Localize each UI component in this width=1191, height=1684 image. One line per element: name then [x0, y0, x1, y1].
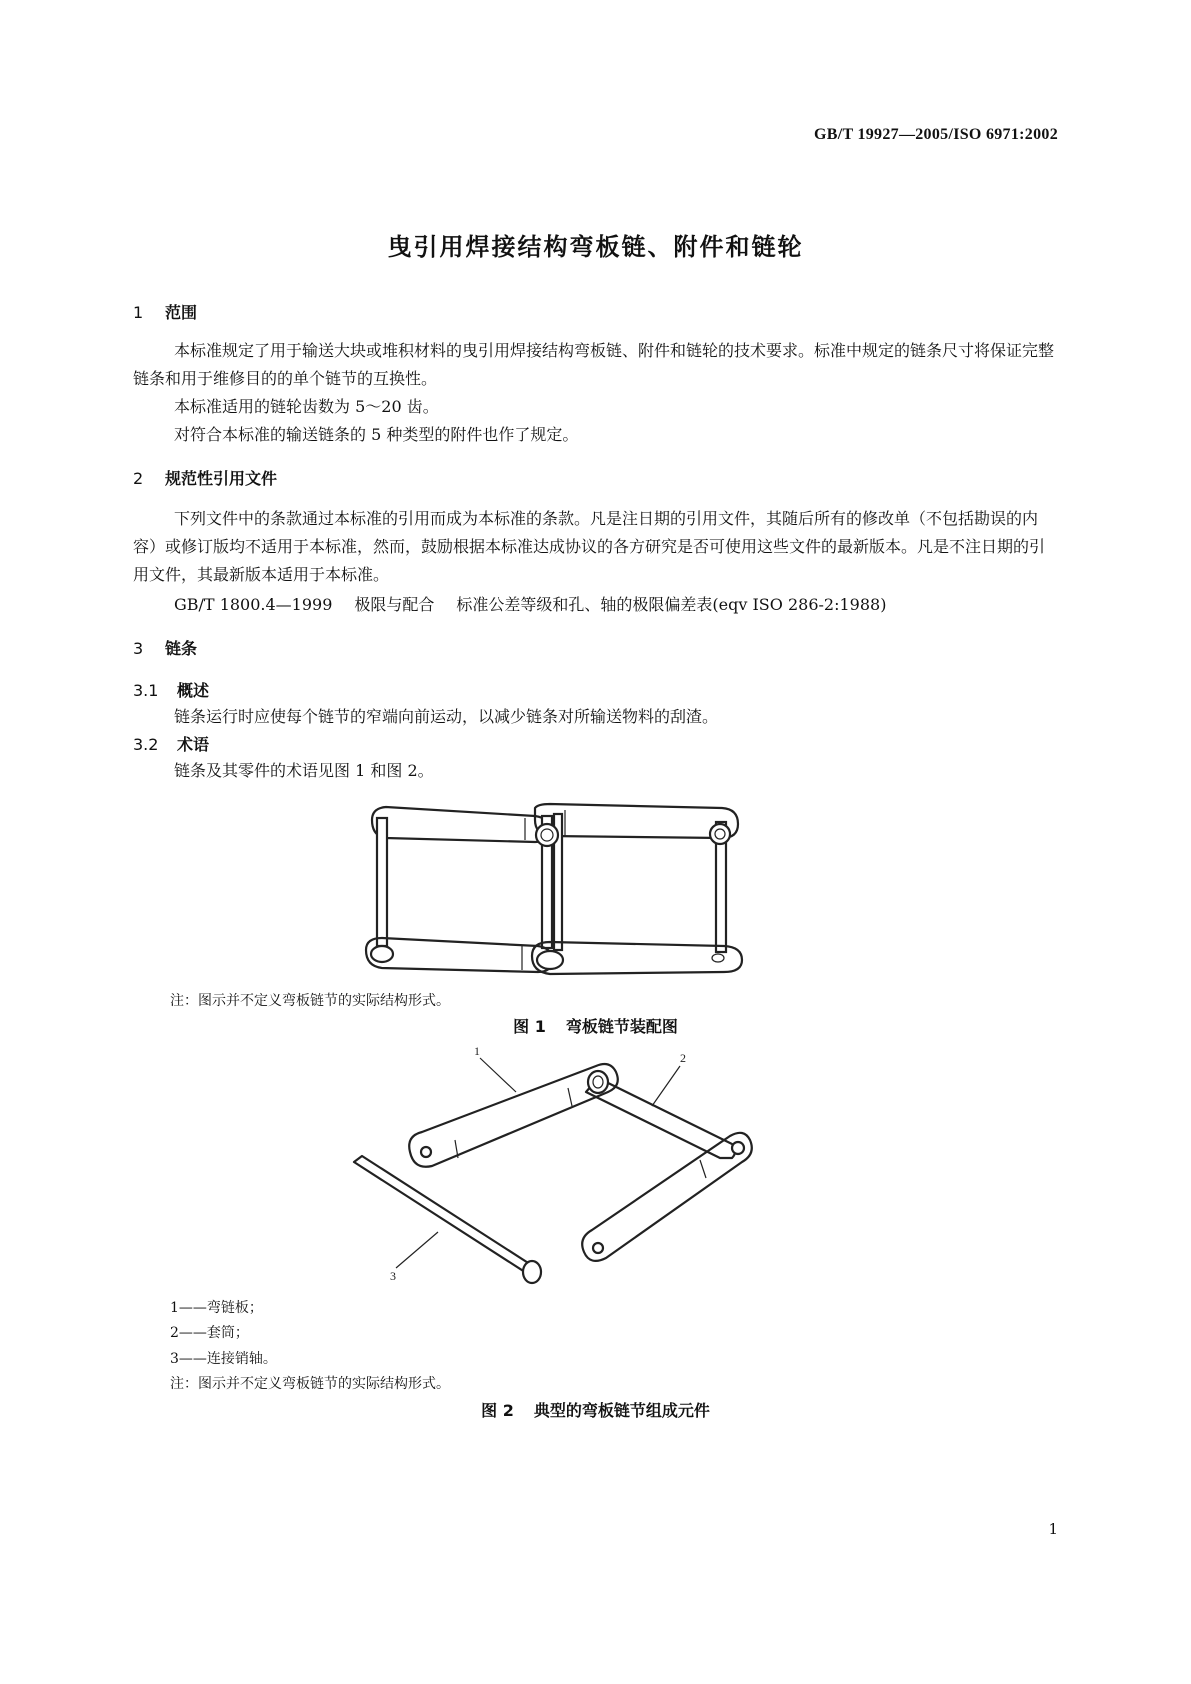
section-number: 1 [133, 303, 144, 322]
section-number: 3.2 [133, 735, 159, 754]
section-title: 链条 [165, 639, 198, 658]
section-title: 概述 [177, 681, 210, 700]
section-title: 术语 [177, 735, 210, 754]
paragraph: 下列文件中的条款通过本标准的引用而成为本标准的条款。凡是注日期的引用文件，其随后所有的修改单（不包括勘误的内容）或修订版均不适用于本标准，然而，鼓励根据本标准达成协议的各方研究是否可使用这些文件的最新版本。凡是不注日期的引用文件，其最新版本适用于本标准。 [133, 509, 1046, 584]
section-2-heading [133, 466, 277, 489]
figure-2-caption [0, 1398, 1191, 1421]
part-label-3: 3 [390, 1269, 396, 1283]
document-title: 曳引用焊接结构弯板链、附件和链轮 [387, 233, 804, 261]
section-1-heading [133, 300, 197, 323]
section-3-2-heading [133, 732, 209, 755]
part-label-1: 1 [474, 1044, 480, 1058]
section-3-1-heading [133, 678, 209, 701]
normative-reference [174, 592, 886, 615]
part-label-2: 2 [680, 1051, 686, 1065]
legend-item-3: 3——连接销轴。 [170, 1351, 277, 1367]
section-number: 2 [133, 469, 144, 488]
figure-1-drawing [360, 800, 760, 985]
section-title: 规范性引用文件 [165, 469, 278, 488]
figure-title: 典型的弯板链节组成元件 [533, 1401, 710, 1420]
page-number: 1 [1048, 1520, 1058, 1538]
reference-name: 极限与配合 [354, 595, 435, 614]
paragraph: 链条及其零件的术语见图 1 和图 2。 [174, 761, 434, 780]
legend-item-2: 2——套筒； [170, 1325, 249, 1341]
figure-2-drawing [340, 1040, 770, 1290]
paragraph: 对符合本标准的输送链条的 5 种类型的附件也作了规定。 [174, 425, 579, 444]
section-title: 范围 [165, 303, 198, 322]
section-3-heading [133, 636, 197, 659]
legend-item-1: 1——弯链板； [170, 1300, 263, 1316]
figure-number: 图 1 [513, 1017, 546, 1036]
section-number: 3.1 [133, 681, 159, 700]
figure-number: 图 2 [481, 1401, 514, 1420]
section-number: 3 [133, 639, 144, 658]
paragraph: 链条运行时应使每个链节的窄端向前运动，以减少链条对所输送物料的刮渣。 [174, 707, 719, 726]
paragraph: 本标准规定了用于输送大块或堆积材料的曳引用焊接结构弯板链、附件和链轮的技术要求。标准中规定的链条尺寸将保证完整链条和用于维修目的的单个链节的互换性。 [133, 341, 1055, 388]
reference-code: GB/T 1800.4—1999 [174, 595, 333, 614]
figure-title: 弯板链节装配图 [565, 1017, 678, 1036]
figure-1-note: 注：图示并不定义弯板链节的实际结构形式。 [170, 993, 450, 1009]
figure-1-caption [0, 1014, 1191, 1037]
paragraph: 本标准适用的链轮齿数为 5～20 齿。 [174, 397, 439, 416]
standard-code: GB/T 19927—2005/ISO 6971:2002 [814, 126, 1058, 143]
figure-2-note: 注：图示并不定义弯板链节的实际结构形式。 [170, 1376, 450, 1392]
reference-desc: 标准公差等级和孔、轴的极限偏差表(eqv ISO 286-2:1988) [456, 595, 887, 614]
